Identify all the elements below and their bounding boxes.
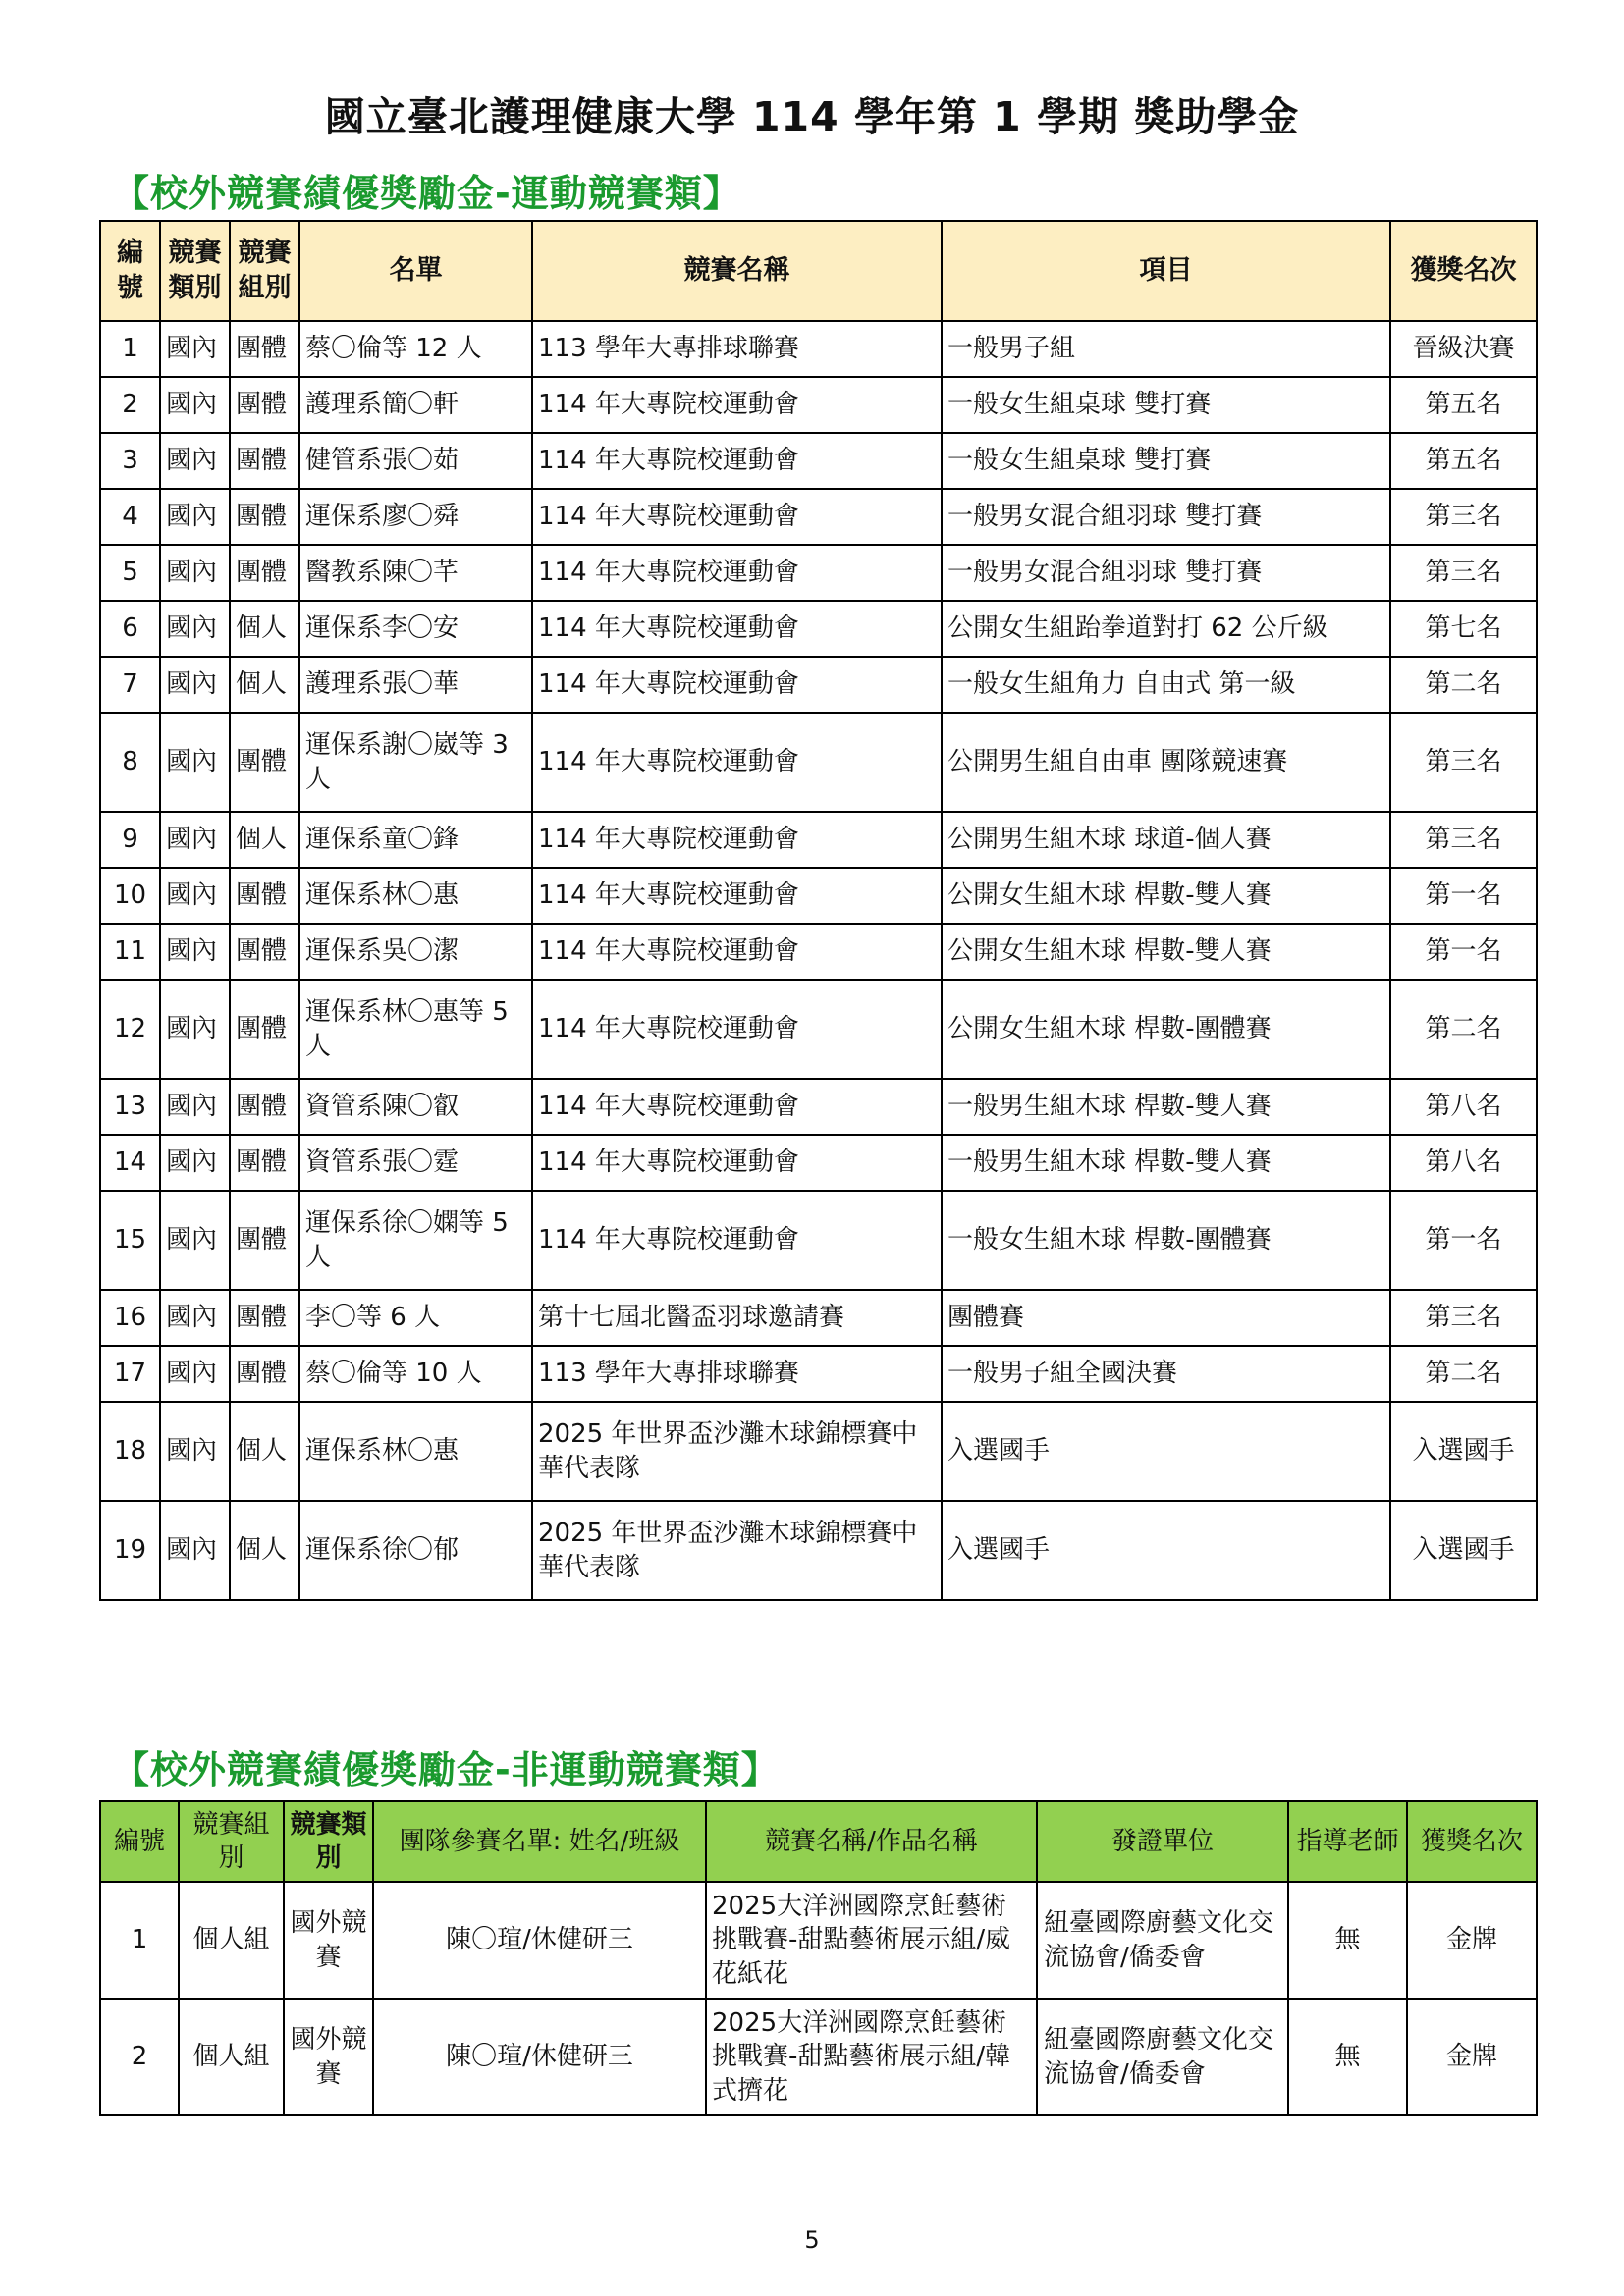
cell-competition: 114 年大專院校運動會 (532, 1191, 942, 1290)
cell-category: 國外競賽 (284, 1999, 373, 2115)
cell-advisor: 無 (1288, 1882, 1407, 1999)
cell-item: 一般男女混合組羽球 雙打賽 (942, 545, 1390, 601)
cell-category: 國內 (160, 1346, 230, 1402)
cell-competition: 114 年大專院校運動會 (532, 868, 942, 924)
cell-names: 運保系廖〇舜 (299, 489, 532, 545)
table-row (100, 1191, 1537, 1290)
cell-names: 李〇等 6 人 (299, 1290, 532, 1346)
table-row (100, 1501, 1537, 1600)
cell-no: 2 (100, 1999, 179, 2115)
table-row (100, 321, 1537, 377)
cell-rank: 第七名 (1390, 601, 1537, 657)
cell-no: 6 (100, 601, 160, 657)
header-item: 項目 (942, 221, 1390, 321)
cell-competition: 114 年大專院校運動會 (532, 1079, 942, 1135)
cell-no: 12 (100, 980, 160, 1079)
cell-names: 運保系吳〇潔 (299, 924, 532, 980)
cell-group: 個人 (230, 657, 299, 713)
cell-item: 入選國手 (942, 1402, 1390, 1501)
cell-item: 一般男子組 (942, 321, 1390, 377)
cell-no: 8 (100, 713, 160, 812)
header-category: 競賽類別 (284, 1801, 373, 1882)
cell-competition: 114 年大專院校運動會 (532, 713, 942, 812)
cell-rank: 第一名 (1390, 924, 1537, 980)
cell-item: 一般男子組全國決賽 (942, 1346, 1390, 1402)
header-issuer: 發證單位 (1037, 1801, 1288, 1882)
cell-category: 國內 (160, 1290, 230, 1346)
cell-no: 17 (100, 1346, 160, 1402)
cell-names: 蔡〇倫等 12 人 (299, 321, 532, 377)
cell-group: 個人 (230, 812, 299, 868)
cell-rank: 第三名 (1390, 812, 1537, 868)
cell-group: 個人 (230, 601, 299, 657)
nonsports-awards-table (99, 1800, 1538, 2116)
cell-rank: 金牌 (1407, 1999, 1537, 2115)
cell-no: 19 (100, 1501, 160, 1600)
cell-names: 護理系簡〇軒 (299, 377, 532, 433)
header-names: 名單 (299, 221, 532, 321)
cell-rank: 第二名 (1390, 1346, 1537, 1402)
header-no: 編號 (100, 221, 160, 321)
cell-names: 運保系林〇惠等 5 人 (299, 980, 532, 1079)
table-row (100, 713, 1537, 812)
cell-rank: 第五名 (1390, 433, 1537, 489)
cell-group: 團體 (230, 1191, 299, 1290)
cell-competition: 2025大洋洲國際烹飪藝術挑戰賽-甜點藝術展示組/威花紙花 (706, 1882, 1037, 1999)
cell-competition: 114 年大專院校運動會 (532, 489, 942, 545)
cell-group: 團體 (230, 1135, 299, 1191)
table-header-row (100, 1801, 1537, 1882)
cell-team: 陳〇瑄/休健研三 (373, 1999, 706, 2115)
table-row (100, 1135, 1537, 1191)
table-row (100, 433, 1537, 489)
sports-awards-table (99, 220, 1538, 1601)
cell-item: 入選國手 (942, 1501, 1390, 1600)
cell-names: 資管系張〇霆 (299, 1135, 532, 1191)
cell-item: 公開女生組木球 桿數-雙人賽 (942, 924, 1390, 980)
table-row (100, 545, 1537, 601)
cell-category: 國內 (160, 1135, 230, 1191)
cell-no: 3 (100, 433, 160, 489)
table-row (100, 1882, 1537, 1999)
cell-group: 團體 (230, 713, 299, 812)
cell-competition: 114 年大專院校運動會 (532, 1135, 942, 1191)
cell-competition: 2025大洋洲國際烹飪藝術挑戰賽-甜點藝術展示組/韓式擠花 (706, 1999, 1037, 2115)
cell-competition: 第十七屆北醫盃羽球邀請賽 (532, 1290, 942, 1346)
cell-no: 16 (100, 1290, 160, 1346)
cell-item: 公開女生組木球 桿數-雙人賽 (942, 868, 1390, 924)
page-number: 5 (804, 2226, 820, 2254)
header-advisor: 指導老師 (1288, 1801, 1407, 1882)
cell-no: 1 (100, 321, 160, 377)
cell-names: 運保系林〇惠 (299, 868, 532, 924)
cell-rank: 第一名 (1390, 1191, 1537, 1290)
cell-rank: 晉級決賽 (1390, 321, 1537, 377)
cell-group: 團體 (230, 321, 299, 377)
cell-category: 國內 (160, 1402, 230, 1501)
cell-category: 國內 (160, 601, 230, 657)
table-row (100, 657, 1537, 713)
cell-rank: 第八名 (1390, 1135, 1537, 1191)
cell-no: 15 (100, 1191, 160, 1290)
cell-rank: 第三名 (1390, 1290, 1537, 1346)
cell-group: 團體 (230, 1346, 299, 1402)
cell-names: 資管系陳〇叡 (299, 1079, 532, 1135)
cell-rank: 第二名 (1390, 980, 1537, 1079)
header-no: 編號 (100, 1801, 179, 1882)
cell-rank: 第八名 (1390, 1079, 1537, 1135)
cell-item: 一般男女混合組羽球 雙打賽 (942, 489, 1390, 545)
cell-no: 7 (100, 657, 160, 713)
table-row (100, 812, 1537, 868)
cell-rank: 第三名 (1390, 489, 1537, 545)
header-rank: 獲獎名次 (1390, 221, 1537, 321)
cell-competition: 114 年大專院校運動會 (532, 924, 942, 980)
cell-team: 陳〇瑄/休健研三 (373, 1882, 706, 1999)
cell-category: 國外競賽 (284, 1882, 373, 1999)
table-header-row (100, 221, 1537, 321)
cell-item: 一般女生組桌球 雙打賽 (942, 377, 1390, 433)
table-row (100, 601, 1537, 657)
table-row (100, 1402, 1537, 1501)
header-group: 競賽組別 (179, 1801, 284, 1882)
cell-competition: 2025 年世界盃沙灘木球錦標賽中華代表隊 (532, 1402, 942, 1501)
cell-names: 醫教系陳〇芊 (299, 545, 532, 601)
cell-item: 一般男生組木球 桿數-雙人賽 (942, 1079, 1390, 1135)
cell-competition: 114 年大專院校運動會 (532, 433, 942, 489)
cell-names: 蔡〇倫等 10 人 (299, 1346, 532, 1402)
table-row (100, 377, 1537, 433)
cell-category: 國內 (160, 657, 230, 713)
cell-competition: 114 年大專院校運動會 (532, 980, 942, 1079)
cell-category: 國內 (160, 545, 230, 601)
cell-category: 國內 (160, 924, 230, 980)
cell-no: 2 (100, 377, 160, 433)
cell-rank: 第三名 (1390, 713, 1537, 812)
cell-advisor: 無 (1288, 1999, 1407, 2115)
cell-item: 團體賽 (942, 1290, 1390, 1346)
cell-item: 公開女生組木球 桿數-團體賽 (942, 980, 1390, 1079)
cell-names: 運保系謝〇崴等 3 人 (299, 713, 532, 812)
cell-no: 1 (100, 1882, 179, 1999)
cell-group: 個人組 (179, 1882, 284, 1999)
table-row (100, 868, 1537, 924)
cell-rank: 入選國手 (1390, 1501, 1537, 1600)
cell-no: 13 (100, 1079, 160, 1135)
cell-category: 國內 (160, 1501, 230, 1600)
cell-category: 國內 (160, 1191, 230, 1290)
cell-competition: 113 學年大專排球聯賽 (532, 321, 942, 377)
cell-rank: 第五名 (1390, 377, 1537, 433)
cell-item: 一般女生組桌球 雙打賽 (942, 433, 1390, 489)
cell-group: 個人組 (179, 1999, 284, 2115)
cell-competition: 114 年大專院校運動會 (532, 812, 942, 868)
cell-category: 國內 (160, 321, 230, 377)
header-competition: 競賽名稱/作品名稱 (706, 1801, 1037, 1882)
table-row (100, 1290, 1537, 1346)
cell-category: 國內 (160, 812, 230, 868)
cell-item: 一般男生組木球 桿數-雙人賽 (942, 1135, 1390, 1191)
cell-group: 團體 (230, 433, 299, 489)
table-row (100, 1079, 1537, 1135)
cell-category: 國內 (160, 713, 230, 812)
header-category: 競賽類別 (160, 221, 230, 321)
table-row (100, 980, 1537, 1079)
cell-no: 14 (100, 1135, 160, 1191)
cell-names: 健管系張〇茹 (299, 433, 532, 489)
nonsports-section-title: 【校外競賽績優獎勵金-非運動競賽類】 (112, 1748, 780, 1791)
table-row (100, 1346, 1537, 1402)
cell-names: 運保系徐〇郁 (299, 1501, 532, 1600)
cell-rank: 第二名 (1390, 657, 1537, 713)
header-team: 團隊參賽名單: 姓名/班級 (373, 1801, 706, 1882)
cell-competition: 114 年大專院校運動會 (532, 377, 942, 433)
table-row (100, 1999, 1537, 2115)
cell-names: 運保系童〇鋒 (299, 812, 532, 868)
cell-competition: 114 年大專院校運動會 (532, 657, 942, 713)
cell-no: 4 (100, 489, 160, 545)
cell-group: 團體 (230, 1290, 299, 1346)
cell-category: 國內 (160, 377, 230, 433)
cell-group: 團體 (230, 924, 299, 980)
cell-rank: 第一名 (1390, 868, 1537, 924)
cell-rank: 金牌 (1407, 1882, 1537, 1999)
cell-no: 10 (100, 868, 160, 924)
cell-category: 國內 (160, 980, 230, 1079)
cell-competition: 114 年大專院校運動會 (532, 545, 942, 601)
cell-no: 11 (100, 924, 160, 980)
cell-group: 團體 (230, 377, 299, 433)
cell-category: 國內 (160, 489, 230, 545)
sports-section-title: 【校外競賽績優獎勵金-運動競賽類】 (112, 172, 741, 215)
header-competition: 競賽名稱 (532, 221, 942, 321)
cell-no: 5 (100, 545, 160, 601)
cell-group: 團體 (230, 545, 299, 601)
document-title: 國立臺北護理健康大學 114 學年第 1 學期 獎助學金 (324, 93, 1300, 140)
cell-category: 國內 (160, 1079, 230, 1135)
cell-names: 運保系林〇惠 (299, 1402, 532, 1501)
cell-item: 公開男生組木球 球道-個人賽 (942, 812, 1390, 868)
cell-competition: 114 年大專院校運動會 (532, 601, 942, 657)
cell-item: 公開男生組自由車 團隊競速賽 (942, 713, 1390, 812)
cell-rank: 入選國手 (1390, 1402, 1537, 1501)
cell-competition: 2025 年世界盃沙灘木球錦標賽中華代表隊 (532, 1501, 942, 1600)
cell-group: 團體 (230, 489, 299, 545)
cell-issuer: 紐臺國際廚藝文化交流協會/僑委會 (1037, 1882, 1288, 1999)
cell-category: 國內 (160, 868, 230, 924)
header-rank: 獲獎名次 (1407, 1801, 1537, 1882)
cell-group: 團體 (230, 868, 299, 924)
cell-group: 個人 (230, 1402, 299, 1501)
cell-item: 公開女生組跆拳道對打 62 公斤級 (942, 601, 1390, 657)
cell-no: 18 (100, 1402, 160, 1501)
cell-no: 9 (100, 812, 160, 868)
cell-group: 個人 (230, 1501, 299, 1600)
cell-names: 運保系徐〇嫻等 5 人 (299, 1191, 532, 1290)
cell-rank: 第三名 (1390, 545, 1537, 601)
cell-names: 運保系李〇安 (299, 601, 532, 657)
cell-group: 團體 (230, 980, 299, 1079)
cell-competition: 113 學年大專排球聯賽 (532, 1346, 942, 1402)
table-row (100, 489, 1537, 545)
cell-item: 一般女生組角力 自由式 第一級 (942, 657, 1390, 713)
cell-names: 護理系張〇華 (299, 657, 532, 713)
table-row (100, 924, 1537, 980)
cell-group: 團體 (230, 1079, 299, 1135)
cell-category: 國內 (160, 433, 230, 489)
cell-issuer: 紐臺國際廚藝文化交流協會/僑委會 (1037, 1999, 1288, 2115)
cell-item: 一般女生組木球 桿數-團體賽 (942, 1191, 1390, 1290)
header-group: 競賽組別 (230, 221, 299, 321)
